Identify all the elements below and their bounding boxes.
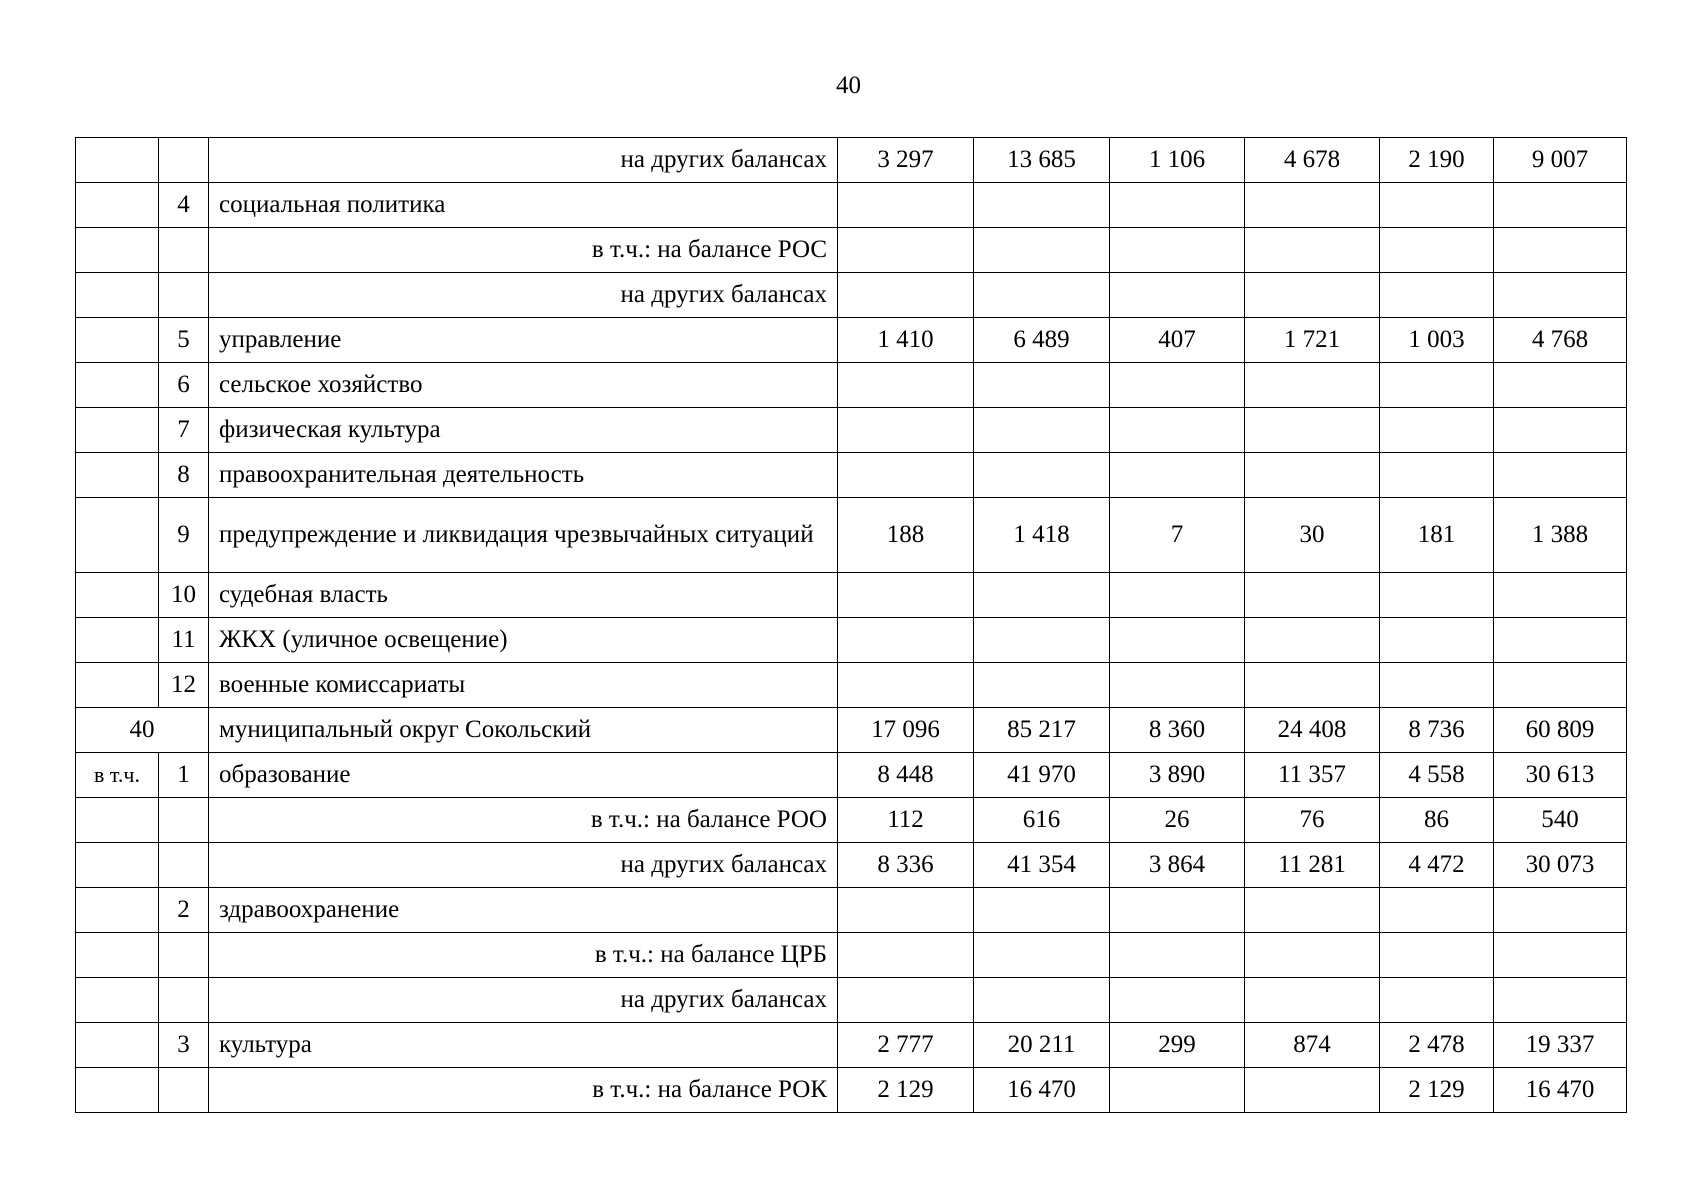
value-cell — [1110, 663, 1245, 708]
value-cell — [974, 618, 1110, 663]
item-name-cell: в т.ч.: на балансе РОО — [209, 798, 838, 843]
region-cell — [76, 618, 159, 663]
item-number-cell: 6 — [159, 363, 209, 408]
value-cell — [974, 933, 1110, 978]
item-name-cell: на других балансах — [209, 138, 838, 183]
value-cell — [1245, 573, 1380, 618]
value-cell — [1245, 933, 1380, 978]
value-cell — [1110, 363, 1245, 408]
item-number-cell — [159, 843, 209, 888]
table-row — [76, 1068, 1627, 1113]
value-cell — [838, 933, 974, 978]
region-cell — [76, 363, 159, 408]
value-cell: 1 003 — [1380, 318, 1494, 363]
value-cell — [974, 663, 1110, 708]
item-name-cell: муниципальный округ Сокольский — [209, 708, 838, 753]
item-name-cell: сельское хозяйство — [209, 363, 838, 408]
value-cell: 616 — [974, 798, 1110, 843]
value-cell: 41 970 — [974, 753, 1110, 798]
value-cell — [1494, 408, 1627, 453]
value-cell — [1110, 183, 1245, 228]
item-number-cell: 9 — [159, 498, 209, 573]
item-name-cell: образование — [209, 753, 838, 798]
region-cell — [76, 573, 159, 618]
item-name-cell: в т.ч.: на балансе РОС — [209, 228, 838, 273]
table-row — [76, 183, 1627, 228]
value-cell: 4 558 — [1380, 753, 1494, 798]
value-cell: 86 — [1380, 798, 1494, 843]
item-name-cell: в т.ч.: на балансе РОК — [209, 1068, 838, 1113]
item-number-cell: 7 — [159, 408, 209, 453]
value-cell: 8 736 — [1380, 708, 1494, 753]
value-cell: 2 777 — [838, 1023, 974, 1068]
value-cell — [1380, 408, 1494, 453]
item-name-cell: ЖКХ (уличное освещение) — [209, 618, 838, 663]
value-cell — [838, 618, 974, 663]
item-number-cell: 1 — [159, 753, 209, 798]
value-cell: 11 281 — [1245, 843, 1380, 888]
value-cell — [1245, 1068, 1380, 1113]
table-row — [76, 843, 1627, 888]
value-cell: 20 211 — [974, 1023, 1110, 1068]
region-cell — [76, 453, 159, 498]
value-cell — [1494, 978, 1627, 1023]
value-cell — [1245, 618, 1380, 663]
value-cell: 4 472 — [1380, 843, 1494, 888]
item-name-cell: в т.ч.: на балансе ЦРБ — [209, 933, 838, 978]
item-name-cell: культура — [209, 1023, 838, 1068]
value-cell: 30 613 — [1494, 753, 1627, 798]
item-number-cell — [159, 138, 209, 183]
value-cell — [1380, 933, 1494, 978]
value-cell: 181 — [1380, 498, 1494, 573]
region-cell — [76, 183, 159, 228]
item-name-cell: на других балансах — [209, 273, 838, 318]
value-cell: 2 129 — [838, 1068, 974, 1113]
item-name-cell: на других балансах — [209, 978, 838, 1023]
value-cell: 3 864 — [1110, 843, 1245, 888]
value-cell — [1245, 183, 1380, 228]
value-cell: 2 190 — [1380, 138, 1494, 183]
item-number-cell — [159, 933, 209, 978]
value-cell — [1245, 663, 1380, 708]
table-row — [76, 228, 1627, 273]
item-number-cell: 2 — [159, 888, 209, 933]
item-number-cell: 10 — [159, 573, 209, 618]
value-cell: 1 721 — [1245, 318, 1380, 363]
value-cell: 76 — [1245, 798, 1380, 843]
region-cell — [76, 843, 159, 888]
item-number-cell — [159, 273, 209, 318]
value-cell — [1494, 183, 1627, 228]
value-cell — [1494, 933, 1627, 978]
region-cell — [76, 498, 159, 573]
value-cell: 6 489 — [974, 318, 1110, 363]
item-name-cell: социальная политика — [209, 183, 838, 228]
value-cell — [1245, 978, 1380, 1023]
value-cell: 299 — [1110, 1023, 1245, 1068]
value-cell — [1110, 978, 1245, 1023]
value-cell — [1110, 888, 1245, 933]
value-cell: 1 410 — [838, 318, 974, 363]
value-cell — [838, 363, 974, 408]
item-name-cell: военные комиссариаты — [209, 663, 838, 708]
value-cell: 24 408 — [1245, 708, 1380, 753]
value-cell — [1380, 228, 1494, 273]
value-cell — [1494, 618, 1627, 663]
value-cell — [1245, 888, 1380, 933]
page-number: 40 — [836, 72, 861, 99]
item-number-cell — [159, 1068, 209, 1113]
value-cell — [974, 408, 1110, 453]
value-cell — [1110, 453, 1245, 498]
table-body — [76, 138, 1627, 1113]
item-number-cell: 12 — [159, 663, 209, 708]
region-cell — [76, 798, 159, 843]
value-cell — [1245, 228, 1380, 273]
value-cell: 30 — [1245, 498, 1380, 573]
value-cell — [1110, 228, 1245, 273]
value-cell: 17 096 — [838, 708, 974, 753]
value-cell — [1110, 618, 1245, 663]
table-row — [76, 573, 1627, 618]
item-number-cell — [159, 798, 209, 843]
value-cell — [1494, 888, 1627, 933]
value-cell — [1380, 573, 1494, 618]
item-number-cell: 3 — [159, 1023, 209, 1068]
table-row — [76, 138, 1627, 183]
value-cell: 874 — [1245, 1023, 1380, 1068]
value-cell — [1380, 978, 1494, 1023]
item-name-cell: судебная власть — [209, 573, 838, 618]
value-cell: 4 678 — [1245, 138, 1380, 183]
value-cell: 8 336 — [838, 843, 974, 888]
value-cell — [1245, 408, 1380, 453]
value-cell: 30 073 — [1494, 843, 1627, 888]
value-cell: 407 — [1110, 318, 1245, 363]
region-cell — [76, 1023, 159, 1068]
region-cell — [76, 408, 159, 453]
value-cell: 112 — [838, 798, 974, 843]
item-number-cell: 4 — [159, 183, 209, 228]
value-cell — [1245, 453, 1380, 498]
table-row — [76, 453, 1627, 498]
value-cell: 540 — [1494, 798, 1627, 843]
item-name-cell: управление — [209, 318, 838, 363]
value-cell: 19 337 — [1494, 1023, 1627, 1068]
table-row — [76, 798, 1627, 843]
table-row — [76, 498, 1627, 573]
value-cell — [974, 888, 1110, 933]
table-row — [76, 318, 1627, 363]
value-cell: 16 470 — [1494, 1068, 1627, 1113]
region-cell — [76, 663, 159, 708]
item-name-cell: предупреждение и ликвидация чрезвычайных ситуаций — [209, 498, 838, 573]
value-cell — [1245, 363, 1380, 408]
value-cell — [1110, 273, 1245, 318]
value-cell: 1 418 — [974, 498, 1110, 573]
value-cell: 188 — [838, 498, 974, 573]
value-cell: 26 — [1110, 798, 1245, 843]
value-cell: 85 217 — [974, 708, 1110, 753]
value-cell: 3 297 — [838, 138, 974, 183]
value-cell — [1110, 573, 1245, 618]
region-cell — [76, 933, 159, 978]
value-cell: 16 470 — [974, 1068, 1110, 1113]
value-cell — [1380, 618, 1494, 663]
item-number-cell: 8 — [159, 453, 209, 498]
table-row — [76, 663, 1627, 708]
value-cell: 11 357 — [1245, 753, 1380, 798]
value-cell: 8 448 — [838, 753, 974, 798]
value-cell — [974, 183, 1110, 228]
value-cell: 1 388 — [1494, 498, 1627, 573]
table-row — [76, 753, 1627, 798]
region-cell — [76, 1068, 159, 1113]
region-cell — [76, 138, 159, 183]
value-cell — [1110, 408, 1245, 453]
value-cell — [1380, 363, 1494, 408]
value-cell — [1494, 573, 1627, 618]
value-cell: 8 360 — [1110, 708, 1245, 753]
table-row — [76, 708, 1627, 753]
region-cell: в т.ч. — [76, 753, 159, 798]
value-cell — [838, 273, 974, 318]
value-cell — [1110, 1068, 1245, 1113]
region-cell — [76, 978, 159, 1023]
value-cell: 9 007 — [1494, 138, 1627, 183]
table-row — [76, 888, 1627, 933]
value-cell — [1494, 453, 1627, 498]
value-cell — [1380, 663, 1494, 708]
value-cell — [838, 573, 974, 618]
value-cell — [838, 978, 974, 1023]
region-number-cell: 40 — [76, 708, 209, 753]
item-number-cell: 11 — [159, 618, 209, 663]
value-cell: 7 — [1110, 498, 1245, 573]
value-cell: 2 478 — [1380, 1023, 1494, 1068]
table-row — [76, 933, 1627, 978]
value-cell — [1380, 273, 1494, 318]
item-number-cell — [159, 978, 209, 1023]
table-row — [76, 363, 1627, 408]
value-cell — [974, 573, 1110, 618]
value-cell — [1380, 183, 1494, 228]
value-cell — [1494, 663, 1627, 708]
value-cell: 41 354 — [974, 843, 1110, 888]
value-cell — [838, 663, 974, 708]
value-cell — [838, 453, 974, 498]
data-table — [75, 137, 1627, 1113]
value-cell: 3 890 — [1110, 753, 1245, 798]
value-cell: 1 106 — [1110, 138, 1245, 183]
value-cell — [1380, 888, 1494, 933]
item-name-cell: правоохранительная деятельность — [209, 453, 838, 498]
item-name-cell: физическая культура — [209, 408, 838, 453]
region-cell — [76, 318, 159, 363]
table-row — [76, 1023, 1627, 1068]
value-cell — [974, 453, 1110, 498]
value-cell — [974, 978, 1110, 1023]
item-number-cell: 5 — [159, 318, 209, 363]
value-cell — [838, 183, 974, 228]
value-cell: 4 768 — [1494, 318, 1627, 363]
value-cell — [1494, 273, 1627, 318]
item-name-cell: здравоохранение — [209, 888, 838, 933]
value-cell — [974, 228, 1110, 273]
value-cell — [974, 363, 1110, 408]
value-cell — [974, 273, 1110, 318]
value-cell — [1380, 453, 1494, 498]
table-row — [76, 618, 1627, 663]
value-cell — [838, 228, 974, 273]
table-row — [76, 978, 1627, 1023]
table-row — [76, 408, 1627, 453]
region-cell — [76, 273, 159, 318]
value-cell: 13 685 — [974, 138, 1110, 183]
value-cell — [1494, 228, 1627, 273]
table-row — [76, 273, 1627, 318]
value-cell — [838, 408, 974, 453]
value-cell — [1245, 273, 1380, 318]
value-cell — [1110, 933, 1245, 978]
item-name-cell: на других балансах — [209, 843, 838, 888]
value-cell — [838, 888, 974, 933]
value-cell: 2 129 — [1380, 1068, 1494, 1113]
item-number-cell — [159, 228, 209, 273]
region-cell — [76, 228, 159, 273]
region-cell — [76, 888, 159, 933]
value-cell — [1494, 363, 1627, 408]
value-cell: 60 809 — [1494, 708, 1627, 753]
